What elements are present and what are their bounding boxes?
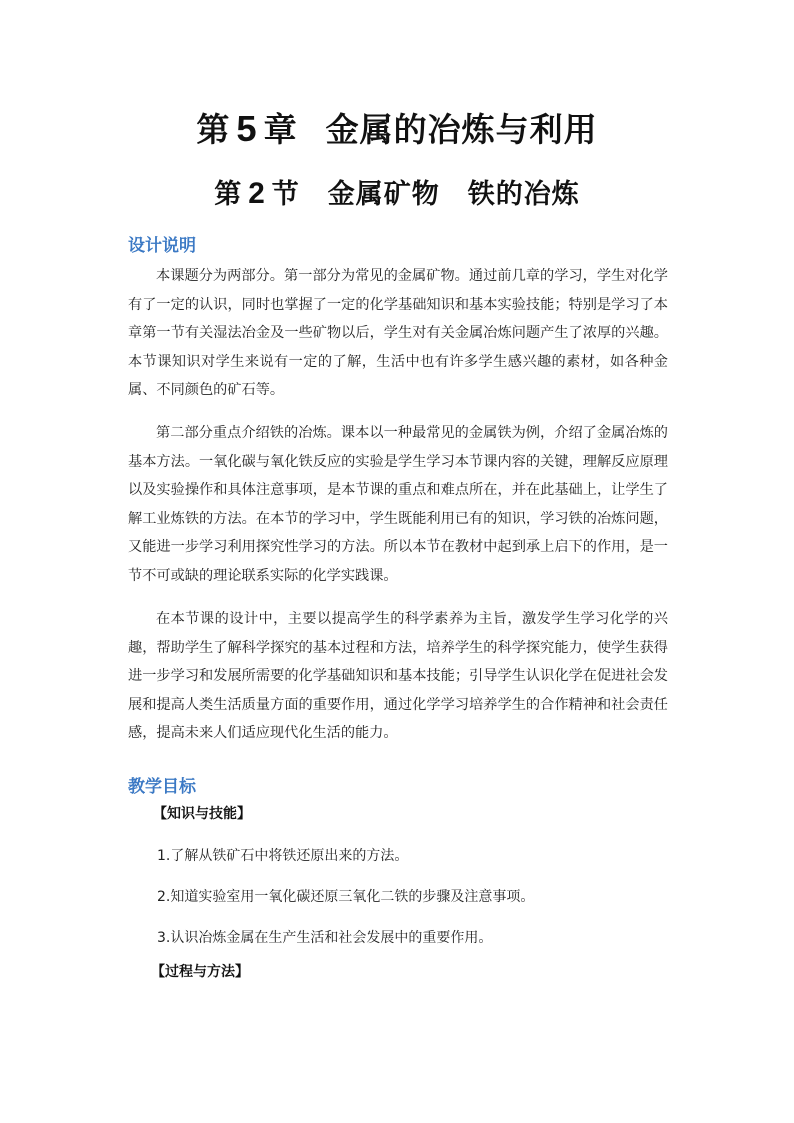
chapter-prefix: 第 <box>196 110 231 149</box>
design-paragraph-2: 第二部分重点介绍铁的冶炼。课本以一种最常见的金属铁为例，介绍了金属冶炼的基本方法。一氧化碳与氧化铁反应的实验是学生学习本节课内容的关键，理解反应原理以及实验操作和具体注意事项，是本节课的重点和难点所在，并在此基础上，让学生了解工业炼铁的方法。在本节的学习中，学生既能利用已有的知识，学习铁的冶炼问题，又能进一步学习利用探究性学习的方法。所以本节在教材中起到承上启下的作用，是一节不可或缺的理论联系实际的化学实践课。 <box>128 425 668 584</box>
section-name-a: 金属矿物 <box>327 179 440 210</box>
section-suffix: 节 <box>271 179 300 210</box>
objectives-heading: 教学目标 <box>128 777 196 797</box>
knowledge-skills-label: 【知识与技能】 <box>153 806 251 822</box>
chapter-number: 5 <box>236 108 258 149</box>
objective-item-3: 3.认识冶炼金属在生产生活和社会发展中的重要作用。 <box>157 930 493 946</box>
section-title <box>0 172 794 211</box>
chapter-name: 金属的冶炼与利用 <box>325 110 598 149</box>
section-name-b: 铁的冶炼 <box>467 179 580 210</box>
chapter-suffix: 章 <box>263 110 298 149</box>
design-heading: 设计说明 <box>128 236 196 256</box>
section-prefix: 第 <box>214 179 243 210</box>
design-paragraph-3: 在本节课的设计中，主要以提高学生的科学素养为主旨，激发学生学习化学的兴趣，帮助学生了解科学探究的基本过程和方法，培养学生的科学探究能力，使学生获得进一步学习和发展所需要的化学基础知识和基本技能；引导学生认识化学在促进社会发展和提高人类生活质量方面的重要作用，通过化学学习培养学生的合作精神和社会责任感，提高未来人们适应现代化生活的能力。 <box>128 611 668 741</box>
objective-item-2: 2.知道实验室用一氧化碳还原三氧化二铁的步骤及注意事项。 <box>157 889 535 905</box>
process-methods-label: 【过程与方法】 <box>151 964 249 980</box>
section-number: 2 <box>248 177 266 210</box>
chapter-title <box>0 104 794 151</box>
objective-item-1: 1.了解从铁矿石中将铁还原出来的方法。 <box>157 848 409 864</box>
design-paragraph-1: 本课题分为两部分。第一部分为常见的金属矿物。通过前几章的学习，学生对化学有了一定的认识，同时也掌握了一定的化学基础知识和基本实验技能；特别是学习了本章第一节有关湿法冶金及一些矿物以后，学生对有关金属冶炼问题产生了浓厚的兴趣。本节课知识对学生来说有一定的了解，生活中也有许多学生感兴趣的素材，如各种金属、不同颜色的矿石等。 <box>128 268 668 398</box>
